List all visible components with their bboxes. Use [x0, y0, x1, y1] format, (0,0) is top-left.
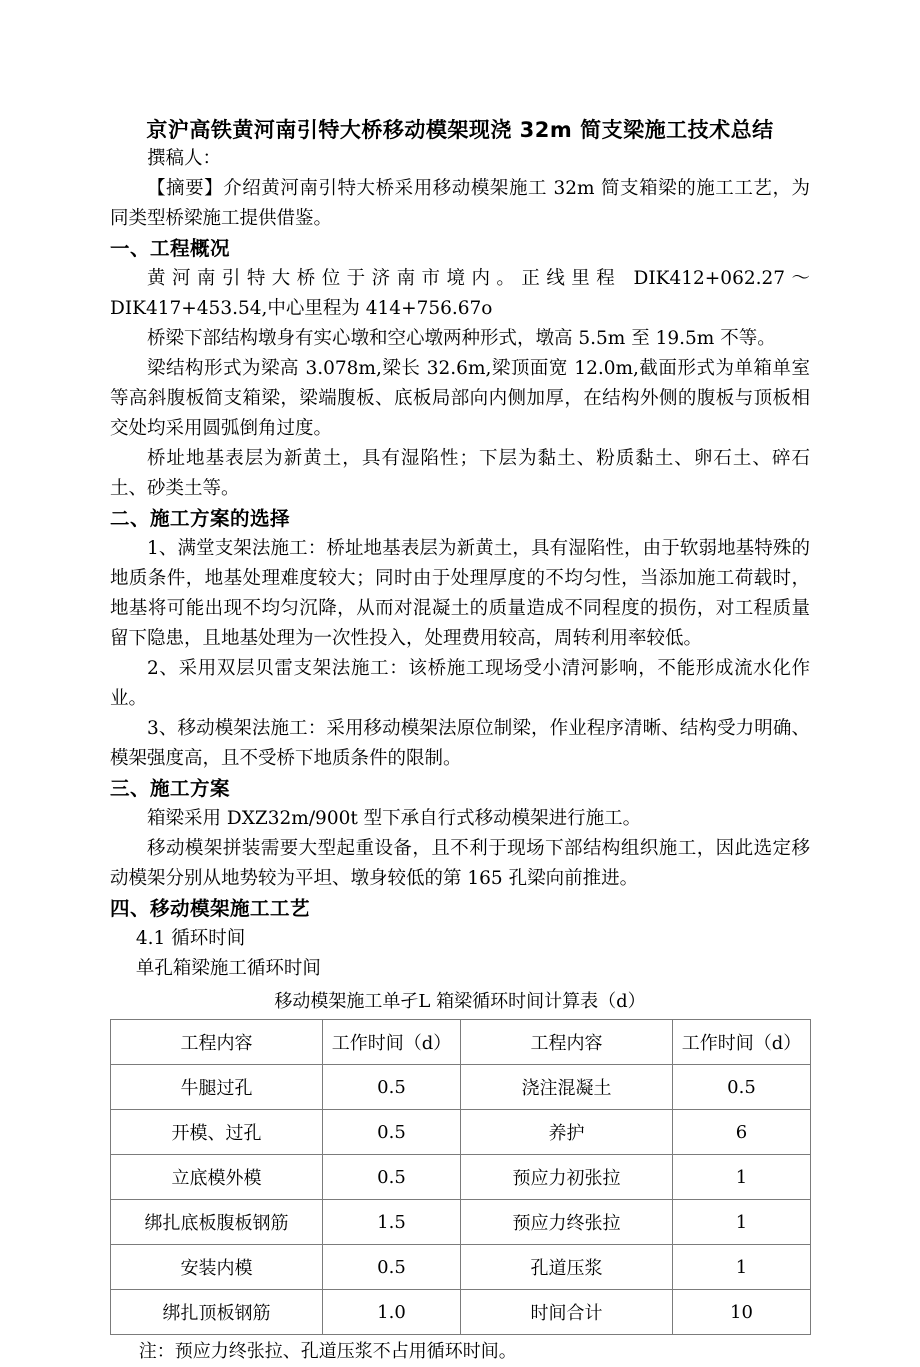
table-cell-duration: 0.5	[323, 1110, 461, 1155]
table-cell-task: 时间合计	[461, 1290, 673, 1335]
table-header-cell: 工程内容	[111, 1020, 323, 1065]
section-2-paragraph-2: 2、采用双层贝雷支架法施工：该桥施工现场受小清河影响，不能形成流水化作业。	[110, 658, 810, 710]
table-cell-duration: 6	[673, 1110, 811, 1155]
section-1-paragraph-3: 梁结构形式为梁高 3.078m,梁长 32.6m,梁顶面宽 12.0m,截面形式为单箱单室等高斜腹板简支箱梁，梁端腹板、底板局部向内侧加厚，在结构外侧的腹板与顶板相交处均采用圆弧倒角过度。	[110, 358, 810, 440]
table-cell-task: 绑扎顶板钢筋	[111, 1290, 323, 1335]
section-2-paragraph-3: 3、移动模架法施工：采用移动模架法原位制梁，作业程序清晰、结构受力明确、模架强度高，且不受桥下地质条件的限制。	[110, 718, 810, 770]
table-header-row	[111, 1020, 811, 1065]
table-header-cell: 工程内容	[461, 1020, 673, 1065]
author-line: 撰稿人：	[147, 148, 222, 170]
table-cell-task: 安装内模	[111, 1245, 323, 1290]
page-content	[110, 0, 810, 1367]
table-cell-duration: 1	[673, 1200, 811, 1245]
table-cell-task: 养护	[461, 1110, 673, 1155]
table-cell-duration: 1	[673, 1155, 811, 1200]
page-title: 京沪高铁黄河南引特大桥移动模架现浇 32m 简支梁施工技术总结	[146, 118, 774, 142]
table-cell-duration: 1.5	[323, 1200, 461, 1245]
table-cell-duration: 10	[673, 1290, 811, 1335]
table-cell-task: 孔道压浆	[461, 1245, 673, 1290]
section-1-paragraph-4: 桥址地基表层为新黄土，具有湿陷性；下层为黏土、粉质黏土、卵石土、碎石土、砂类土等。	[110, 448, 810, 500]
section-heading-3: 三、施工方案	[110, 777, 231, 801]
section-heading-2: 二、施工方案的选择	[110, 507, 291, 531]
table-cell-duration: 1	[673, 1245, 811, 1290]
table-cell-task: 牛腿过孔	[111, 1065, 323, 1110]
table-note: 注：预应力终张拉、孔道压浆不占用循环时间。	[138, 1341, 517, 1363]
table-cell-duration: 0.5	[323, 1065, 461, 1110]
table-cell-task: 绑扎底板腹板钢筋	[111, 1200, 323, 1245]
table-cell-task: 预应力初张拉	[461, 1155, 673, 1200]
cycle-time-table	[110, 1019, 811, 1335]
table-header-cell: 工作时间（d）	[673, 1020, 811, 1065]
table-cell-duration: 0.5	[673, 1065, 811, 1110]
table-cell-task: 预应力终张拉	[461, 1200, 673, 1245]
section-heading-4: 四、移动模架施工工艺	[110, 897, 311, 921]
table-cell-task: 浇注混凝土	[461, 1065, 673, 1110]
section-1-paragraph-2: 桥梁下部结构墩身有实心墩和空心墩两种形式，墩高 5.5m 至 19.5m 不等。	[147, 328, 776, 350]
table-cell-duration: 0.5	[323, 1155, 461, 1200]
table-caption: 移动模架施工单孑L 箱梁循环时间计算表（d）	[274, 991, 646, 1013]
section-1-paragraph-1: 黄河南引特大桥位于济南市境内。正线里程 DIK412+062.27～DIK417+453.54,中心里程为 414+756.67o	[110, 268, 810, 320]
table-header-cell: 工作时间（d）	[323, 1020, 461, 1065]
table-row	[111, 1290, 811, 1335]
table-row	[111, 1110, 811, 1155]
table-cell-duration: 1.0	[323, 1290, 461, 1335]
subsection-heading-4-1: 4.1 循环时间	[135, 928, 246, 950]
section-3-paragraph-1: 箱梁采用 DXZ32m/900t 型下承自行式移动模架进行施工。	[147, 808, 642, 830]
section-3-paragraph-2: 移动模架拼装需要大型起重设备，且不利于现场下部结构组织施工，因此选定移动模架分别从地势较为平坦、墩身较低的第 165 孔梁向前推进。	[110, 838, 810, 890]
subsection-4-1-text: 单孔箱梁施工循环时间	[135, 958, 321, 980]
table-row	[111, 1200, 811, 1245]
abstract-paragraph: 【摘要】介绍黄河南引特大桥采用移动模架施工 32m 简支箱梁的施工工艺，为同类型桥梁施工提供借鉴。	[110, 178, 810, 230]
table-cell-task: 立底模外模	[111, 1155, 323, 1200]
table-row	[111, 1245, 811, 1290]
table-cell-duration: 0.5	[323, 1245, 461, 1290]
table-row	[111, 1155, 811, 1200]
table-row	[111, 1065, 811, 1110]
section-heading-1: 一、工程概况	[110, 237, 231, 261]
table-cell-task: 开模、过孔	[111, 1110, 323, 1155]
section-2-paragraph-1: 1、满堂支架法施工：桥址地基表层为新黄土，具有湿陷性，由于软弱地基特殊的地质条件，地基处理难度较大；同时由于处理厚度的不均匀性，当添加施工荷载时，地基将可能出现不均匀沉降，从而对混凝土的质量造成不同程度的损伤，对工程质量留下隐患，且地基处理为一次性投入，处理费用较高，周转利用率较低。	[110, 538, 810, 650]
